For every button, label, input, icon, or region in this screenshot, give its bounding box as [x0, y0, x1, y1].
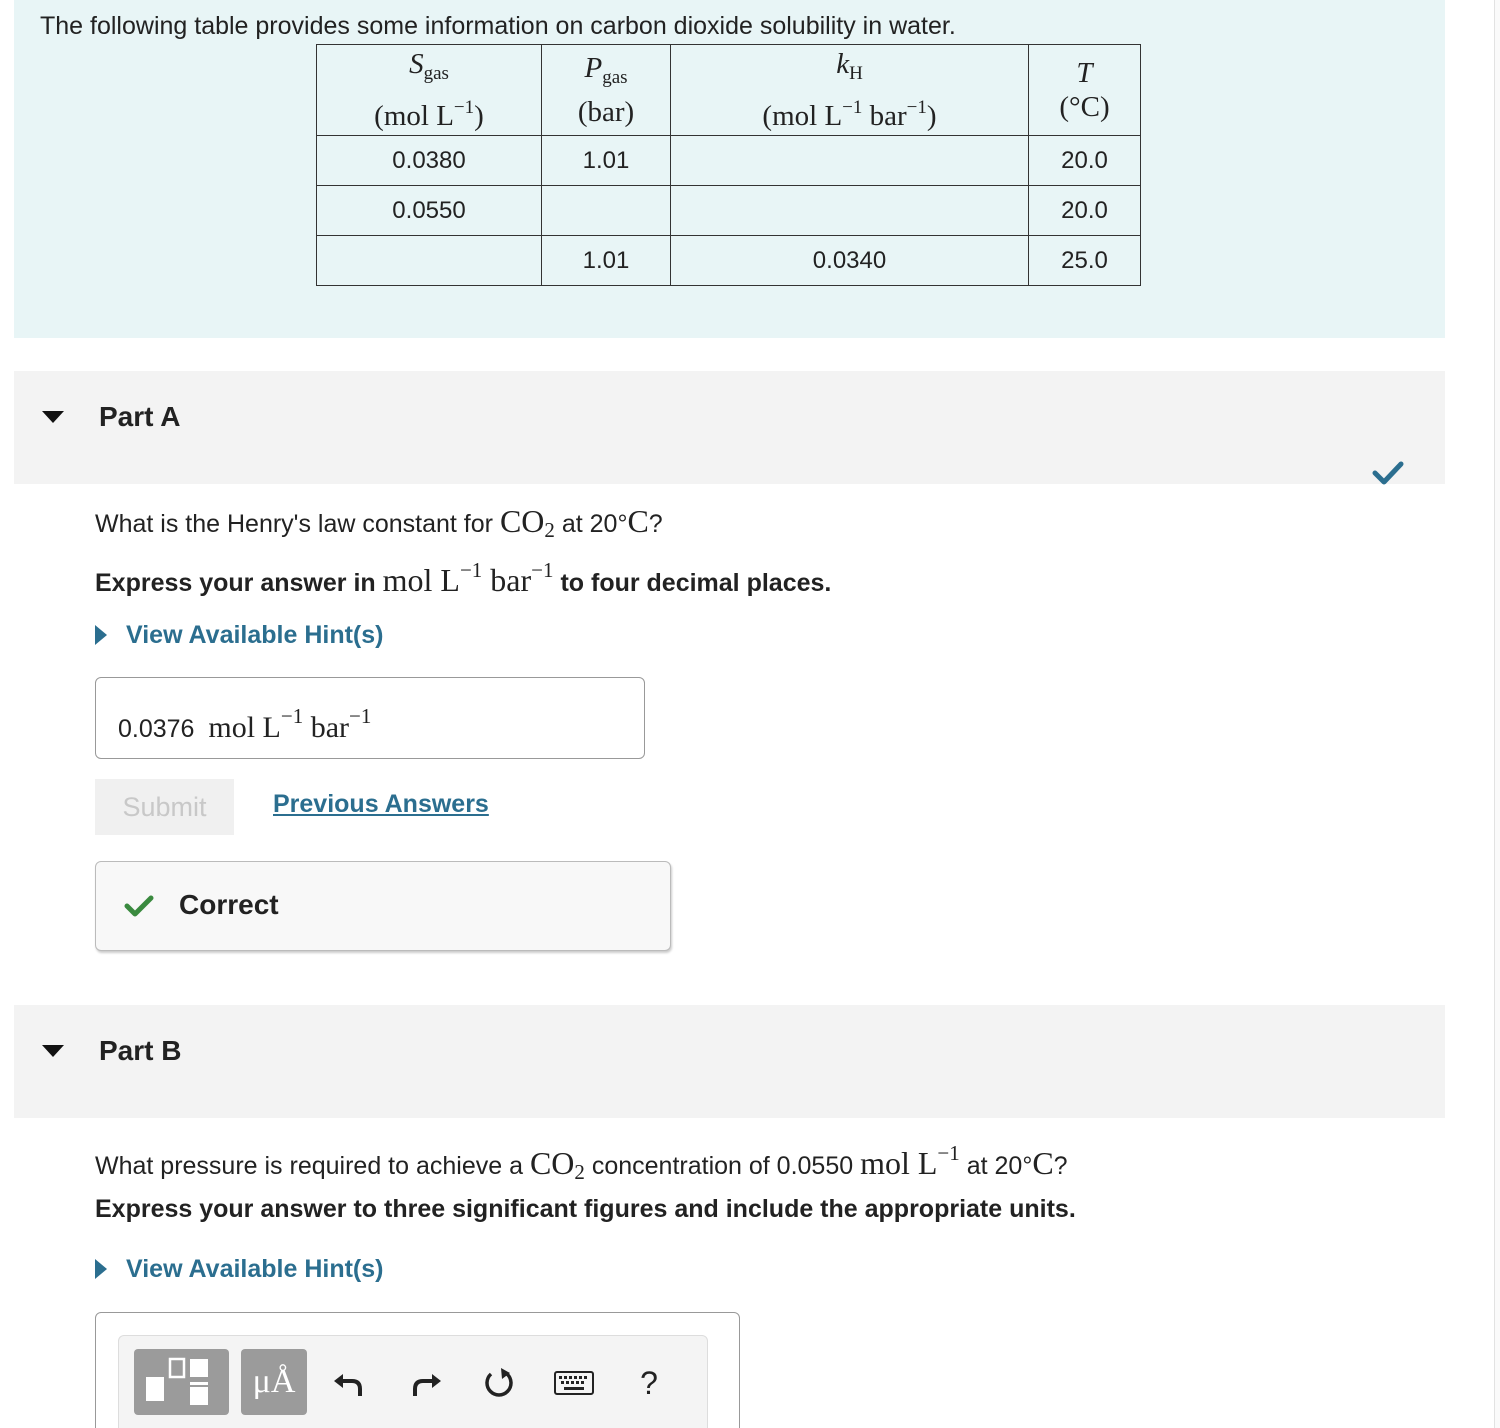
table-row: [317, 236, 1141, 286]
keyboard-icon: [554, 1371, 594, 1395]
header-k-h: $k_H$ (mol $L^{-1}$ bar$^{-1}$): [671, 45, 1029, 136]
view-hints-link[interactable]: View Available Hint(s): [95, 621, 383, 650]
table-row: [317, 136, 1141, 186]
table-cell: 0.0550: [317, 186, 542, 236]
units-button[interactable]: μÅ: [241, 1349, 307, 1415]
table-cell: [542, 186, 671, 236]
table-cell: 1.01: [542, 236, 671, 286]
table-cell: 20.0: [1029, 136, 1141, 186]
triangle-right-icon: [95, 1259, 107, 1279]
answer-field[interactable]: [95, 677, 645, 759]
redo-button[interactable]: [401, 1358, 451, 1408]
intro-panel: [14, 0, 1445, 338]
collapse-triangle-down-icon[interactable]: [42, 411, 64, 423]
feedback-text: Correct: [179, 889, 279, 920]
part-a-header[interactable]: [14, 371, 1445, 484]
part-a-title: Part A: [99, 401, 181, 432]
undo-button[interactable]: [324, 1358, 374, 1408]
redo-icon: [409, 1366, 443, 1400]
part-b-title: Part B: [99, 1035, 182, 1066]
templates-button[interactable]: [134, 1349, 229, 1415]
part-b-header[interactable]: [14, 1005, 1445, 1118]
solubility-table: [316, 44, 1141, 286]
keyboard-button[interactable]: [546, 1358, 602, 1408]
undo-icon: [332, 1366, 366, 1400]
answer-editor[interactable]: [95, 1312, 740, 1428]
help-button[interactable]: ?: [640, 1364, 658, 1401]
table-cell: 0.0380: [317, 136, 542, 186]
part-complete-checkmark-icon: [1372, 460, 1404, 486]
part-a-question: What is the Henry's law constant for $CO_2$ at 20°C?: [95, 503, 663, 542]
table-row: [317, 186, 1141, 236]
answer-value: 0.0376 mol $L^{-1}$ bar$^{-1}$: [118, 704, 372, 744]
checkmark-icon: [124, 894, 154, 918]
templates-icon: [134, 1349, 229, 1415]
editor-toolbar: [118, 1335, 708, 1428]
table-cell: 25.0: [1029, 236, 1141, 286]
reset-button[interactable]: [474, 1358, 524, 1408]
table-header-row: [317, 45, 1141, 136]
table-cell: [671, 136, 1029, 186]
table-cell: 20.0: [1029, 186, 1141, 236]
header-t: T (°C): [1029, 45, 1141, 136]
table-cell: [671, 186, 1029, 236]
triangle-right-icon: [95, 625, 107, 645]
intro-text: The following table provides some information on carbon dioxide solubility in water.: [40, 12, 956, 40]
table-cell: 0.0340: [671, 236, 1029, 286]
submit-button[interactable]: Submit: [95, 779, 234, 835]
header-s-gas: $S_{gas}$ (mol $L^{-1}$): [317, 45, 542, 136]
table-cell: 1.01: [542, 136, 671, 186]
collapse-triangle-down-icon[interactable]: [42, 1045, 64, 1057]
header-p-gas: $P_{gas}$ (bar): [542, 45, 671, 136]
part-b-question: What pressure is required to achieve a $CO_2$ concentration of 0.0550 mol $L^{-1}$ at 20°C?: [95, 1141, 1068, 1184]
feedback-box: [95, 861, 671, 951]
part-b-instructions: Express your answer to three significant figures and include the appropriate units.: [95, 1195, 1076, 1223]
scrollbar[interactable]: [1494, 0, 1500, 1428]
part-a-instructions: Express your answer in mol $L^{-1}$ bar$^{-1}$ to four decimal places.: [95, 558, 832, 598]
view-hints-link[interactable]: View Available Hint(s): [95, 1255, 383, 1284]
table-cell: [317, 236, 542, 286]
previous-answers-link[interactable]: Previous Answers: [273, 790, 489, 818]
reset-icon: [481, 1365, 517, 1401]
